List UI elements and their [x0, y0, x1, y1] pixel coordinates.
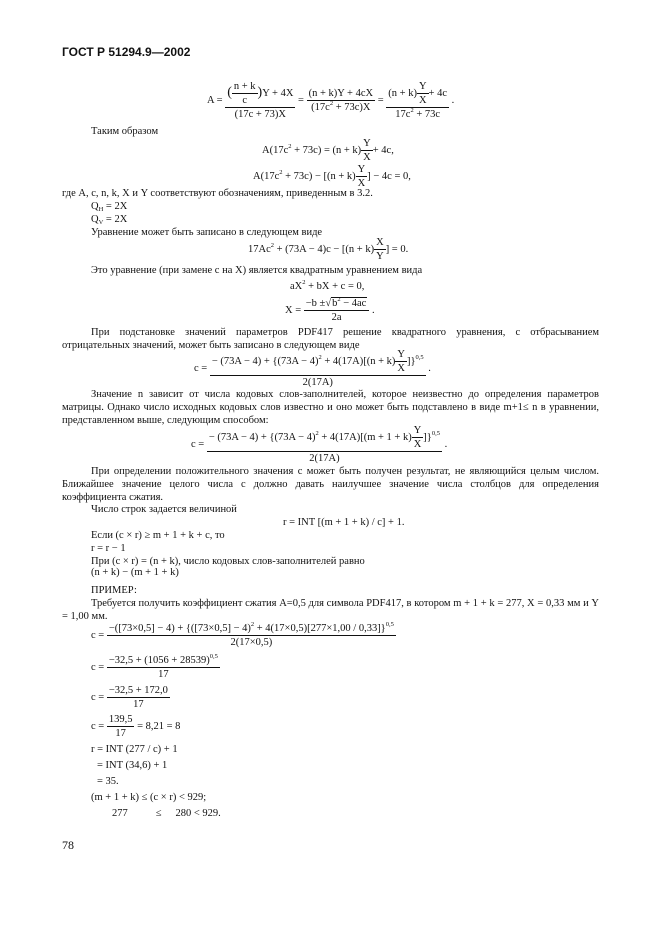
- formula-a: A = ( $\frac{n + k}{c}$ )Y + 4X (17c + 73)X = $\frac{(n + k)Y + 4cX}{(17c^2 + 73c)X}$ = (n + k) $\frac{Y}{X}$ + 4c $17c^2 + 73c$ .: [207, 81, 455, 120]
- condition-line: При (c × r) = (n + k), число кодовых слов-заполнителей равно: [91, 556, 365, 567]
- fraction: ( $\frac{n + k}{c}$ )Y + 4X (17c + 73)X: [227, 81, 294, 120]
- qv-line: $Q_V = 2X$: [91, 214, 128, 226]
- equation-rows: r = INT [(m + 1 + k) / c] + 1.: [283, 517, 405, 528]
- text-n-depends: Значение n зависит от числа кодовых слов-заполнителей, которое неизвестно до определения параметров матрицы. Однако число исходных кодовых слов известно и оно может быть подставлено в виде m+1≤ n в уравнении, представленном выше, следующим способом:: [62, 389, 599, 426]
- condition-line: Если (c × r) ≥ m + 1 + k + c, то: [91, 530, 225, 541]
- text-rows: Число строк задается величиной: [91, 504, 237, 515]
- condition-line: r = r − 1: [91, 543, 126, 554]
- page-number: 78: [62, 838, 74, 852]
- document-header: ГОСТ Р 51294.9—2002: [62, 45, 191, 59]
- equation-d2: X = $\frac{-b \pm√b^2 - 4ac}{2a}$ .: [285, 296, 375, 323]
- example-text: Требуется получить коэффициент сжатия A=0,5 для символа PDF417, в котором m + 1 + k = 277, X = 0,33 мм и Y = 1,00 мм.: [62, 598, 599, 622]
- example-r-line: = 35.: [97, 776, 119, 787]
- equation-e: c = − $(73A - 4) + \{(73A - 4)^2 + 4(17A)[(n + k)$ $\frac{Y}{X}$ ]}$^{0,5}$ 2(17A) .: [194, 349, 431, 388]
- example-eq-2: c = $\frac{-32,5 + (1056 + 28539)^{0,5}}{17}$: [91, 653, 218, 680]
- equation-d1: $aX^2$ + bX + c = 0,: [290, 279, 365, 292]
- example-r-line: = INT (34,6) + 1: [97, 760, 168, 771]
- example-r-line: r = INT (277 / c) + 1: [91, 744, 178, 755]
- equation-f: c = − $(73A - 4) + \{(73A - 4)^2 + 4(17A)[(m + 1 + k)$ $\frac{Y}{X}$ ]}$^{0,5}$ 2(17A) .: [191, 425, 448, 464]
- text-eq-form: Уравнение может быть записано в следующем виде: [91, 227, 323, 238]
- equation-b2: $A(17c^2 + 73c) - [(n + k)$ $\frac{Y}{X}$ ] − 4c = 0,: [253, 164, 411, 189]
- equation-c: $17Ac^2 + (73A - 4)c - [(n + k)$ $\frac{X}{Y}$ ] = 0.: [248, 237, 409, 262]
- text-where: где A, c, n, k, X и Y соответствуют обозначениям, приведенным в 3.2.: [62, 188, 373, 199]
- example-eq-4: c = $\frac{139,5}{17}$ = 8,21 = 8: [91, 714, 181, 739]
- text-quadratic: Это уравнение (при замене c на X) является квадратным уравнением вида: [91, 265, 423, 276]
- example-check-line: 277 ≤ 280 < 929.: [112, 808, 221, 819]
- fraction: (n + k) $\frac{Y}{X}$ + 4c $17c^2 + 73c$: [388, 81, 448, 120]
- example-title: ПРИМЕР:: [91, 585, 137, 596]
- text-substitution: При подстановке значений параметров PDF417 решение квадратного уравнения, с отбрасыванием отрицательных значений, может быть записано в следующем виде: [62, 327, 599, 351]
- equation-b1: $A(17c^2 + 73c) = (n + k)$ $\frac{Y}{X}$ + 4c,: [262, 138, 394, 163]
- example-check-line: (m + 1 + k) ≤ (c × r) < 929;: [91, 792, 207, 803]
- qh-line: $Q_H = 2X$: [91, 201, 128, 213]
- condition-line: (n + k) − (m + 1 + k): [91, 567, 179, 578]
- text-thus: Таким образом: [91, 126, 159, 137]
- example-eq-1: c = $-([73\times 0,5] - 4) + \{([73\times 0,5] - 4)^2 + 4(17\times 0,5)[277\times 1,00 / 0,33]\}^{0,5}$ 2(17×0,5): [91, 621, 394, 648]
- text-positive: При определении положительного значения c может быть получен результат, не являющийся целым числом. Ближайшее значение целого числа c должно давать наилучшее значение числа столбцов для определения коэффициента сжатия.: [62, 466, 599, 503]
- example-eq-3: c = $\frac{-32,5 + 172,0}{17}$: [91, 685, 168, 710]
- fraction: $\frac{(n + k)Y + 4cX}{(17c^2 + 73c)X}$: [308, 88, 374, 113]
